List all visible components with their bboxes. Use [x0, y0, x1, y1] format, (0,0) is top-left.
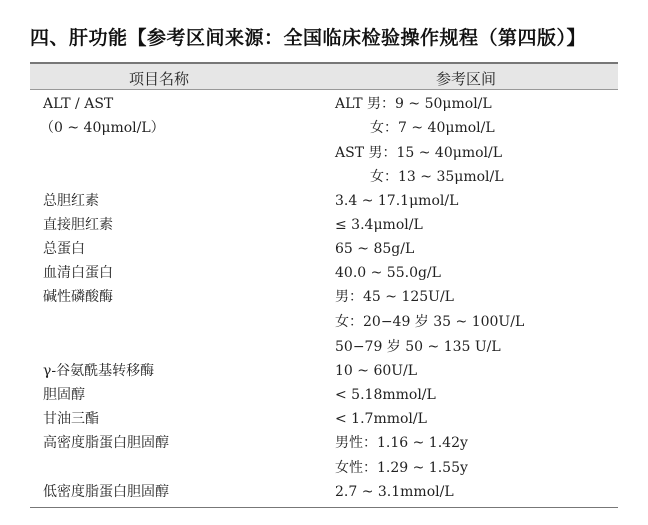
item-total-bilirubin: 总胆红素 [43, 193, 99, 209]
item-hdl: 高密度脂蛋白胆固醇 [43, 435, 169, 451]
table-header [30, 64, 618, 90]
range-alp-female-20-49: 女：20−49 岁 35 ~ 100U/L [335, 314, 525, 330]
range-triglyceride: < 1.7mmol/L [335, 411, 427, 427]
range-total-bilirubin: 3.4 ~ 17.1μmol/L [335, 193, 459, 209]
range-alt-male: ALT 男：9 ~ 50μmol/L [335, 96, 492, 112]
range-albumin: 40.0 ~ 55.0g/L [335, 265, 441, 281]
page-title: 四、肝功能【参考区间来源：全国临床检验操作规程（第四版）】 [30, 27, 587, 49]
item-direct-bilirubin: 直接胆红素 [43, 217, 113, 233]
range-hdl-male: 男性：1.16 ~ 1.42y [335, 435, 468, 451]
item-alkaline-phosphatase: 碱性磷酸酶 [43, 289, 113, 305]
item-alt-ast-range: （0 ~ 40μmol/L） [40, 120, 165, 136]
item-albumin: 血清白蛋白 [43, 265, 113, 281]
column-header-item: 项目名称 [129, 70, 190, 88]
range-ggt: 10 ~ 60U/L [335, 363, 418, 379]
range-total-protein: 65 ~ 85g/L [335, 241, 415, 257]
column-header-range: 参考区间 [436, 70, 497, 88]
range-alp-male: 男：45 ~ 125U/L [335, 289, 454, 305]
table-bottom-rule [30, 507, 618, 508]
range-direct-bilirubin: ≤ 3.4μmol/L [335, 217, 423, 233]
item-cholesterol: 胆固醇 [43, 387, 85, 403]
range-ldl: 2.7 ~ 3.1mmol/L [335, 484, 454, 500]
item-alt-ast: ALT / AST [43, 96, 114, 112]
item-total-protein: 总蛋白 [43, 241, 85, 257]
item-ldl: 低密度脂蛋白胆固醇 [43, 484, 169, 500]
range-hdl-female: 女性：1.29 ~ 1.55y [335, 460, 468, 476]
item-triglyceride: 甘油三酯 [43, 411, 99, 427]
range-cholesterol: < 5.18mmol/L [335, 387, 436, 403]
item-ggt: γ-谷氨酰基转移酶 [43, 363, 155, 379]
range-alt-female: 女：7 ~ 40μmol/L [370, 120, 495, 136]
range-ast-male: AST 男：15 ~ 40μmol/L [335, 145, 503, 161]
range-alp-50-79: 50−79 岁 50 ~ 135 U/L [335, 339, 501, 355]
range-ast-female: 女：13 ~ 35μmol/L [370, 169, 504, 185]
